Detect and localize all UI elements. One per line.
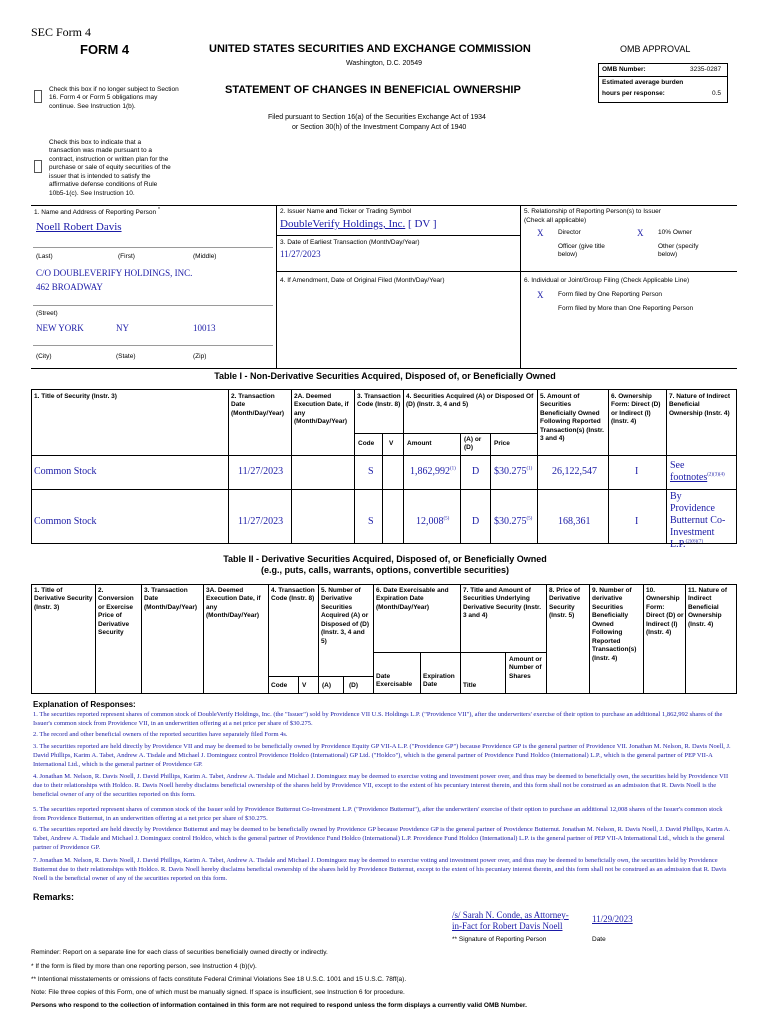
no-longer-subject-text: Check this box if no longer subject to Section 16. Form 4 or Form 5 obligations may continue. See Instruction 1(b). <box>49 86 179 110</box>
omb-burden-label: Estimated average burden <box>602 79 684 86</box>
filed-pursuant-2: or Section 30(h) of the Investment Company Act of 1940 <box>292 124 467 131</box>
t1-r1-form: I <box>635 466 639 477</box>
city-label: (City) <box>36 353 52 360</box>
director-label: Director <box>558 229 581 236</box>
last-label: (Last) <box>36 253 53 260</box>
t2-h-d: (D) <box>349 682 359 689</box>
t1-r2-price: $30.275$^{(5)}$ <box>494 516 533 527</box>
omb-title: OMB APPROVAL <box>620 44 691 54</box>
t2-h-date-ex: Date Exercisable <box>376 673 413 689</box>
t1-r1-title: Common Stock <box>34 466 97 477</box>
signature-label: ** Signature of Reporting Person <box>452 936 547 943</box>
more-person-label: Form filed by More than One Reporting Person <box>558 305 694 312</box>
t2-h-v: V <box>302 682 307 689</box>
form-title: FORM 4 <box>80 42 130 57</box>
footnote-7: 7. Jonathan M. Nelson, R. Davis Noell, J. David Phillips, Karim A. Tabet, Andrew A. Tisdale and Michael J. Dominguez may be deemed to exercise voting and investment power over, and thus may be deemed to beneficially own, the securities held by Providence Butternut due to their relationships with Holdco. R. Davis Noell hereby disclaims beneficial ownership of the shares held by Providence Butternut, except to the extent of his pecuniary interest therein, and this form shall not be construed as an admission that R. Davis Noell is the beneficial owner of any of the securities reported on this form. <box>33 857 727 882</box>
statement-title: STATEMENT OF CHANGES IN BENEFICIAL OWNERSHIP <box>225 84 521 96</box>
t1-h7: 7. Nature of Indirect Beneficial Ownership (Instr. 4) <box>669 393 731 417</box>
t1-r1-date: 11/27/2023 <box>238 466 284 477</box>
ten-pct-owner-label: 10% Owner <box>658 229 692 236</box>
footer-star-1: * If the form is filed by more than one reporting person, see Instruction 4 (b)(v). <box>31 963 257 970</box>
omb-hours-label: hours per response: <box>602 90 665 97</box>
t2-h5: 5. Number of Derivative Securities Acquired (A) or Disposed of (D) (Instr. 3, 4 and 5) <box>321 587 370 645</box>
earliest-date-value: 11/27/2023 <box>280 249 321 259</box>
t1-r2-ad: D <box>472 516 480 527</box>
check-all-label: (Check all applicable) <box>524 217 587 224</box>
issuer-label: 2. Issuer Name and Ticker or Trading Symbol <box>280 208 412 215</box>
omb-number-label: OMB Number: <box>602 66 646 73</box>
t2-h-code: Code <box>271 682 288 689</box>
footnote-5: 5. The securities reported represent shares of common stock of the Issuer sold by Providence Butternut Co-Investment L.P. ("Providence Butternut"), after the underwriters' exercise of their option to purchase an additional 12,008 shares of the Issuer's common stock from Providence Butternut, in an underwritten offering at a net price per share of $30.275. <box>33 806 723 822</box>
t2-h-title: Title <box>463 682 477 689</box>
other-label: Other (specify below) <box>658 243 699 259</box>
footer-star-2: ** Intentional misstatements or omissions of facts constitute Federal Criminal Violations See 18 U.S.C. 1001 and 15 U.S.C. 78ff(a). <box>31 976 407 983</box>
middle-label: (Middle) <box>193 253 217 260</box>
t2-h-exp: Expiration Date <box>423 673 455 689</box>
footnote-3: 3. The securities reported are held directly by Providence VII and may be deemed to be beneficially owned by Providence Equity GP VII-A L.P. ("Providence GP") because Providence GP is the general partner of Providence VII. Jonathan M. Nelson, R. Davis Noell, J. David Phillips, Karim A. Tabet, Andrew A. Tisdale and Michael J. Dominguez control Providence Holdco (International) GP Ltd. ("Holdco"), which is the general partner of Providence Fund Holdco (International) L.P., which is the general partner of PEP VII-A International Ltd., which is the general partner of Providence GP. <box>33 743 731 768</box>
commission-title: UNITED STATES SECURITIES AND EXCHANGE COMMISSION <box>209 43 531 55</box>
rule-10b5-1-text: Check this box to indicate that a transaction was made pursuant to a contract, instruction or written plan for the purchase or sale of equity securities of the issuer that is intended to satisfy the affirmative defense conditions of Rule 10b5-1(c). See Instruction 10. <box>49 139 171 197</box>
t2-h11: 11. Nature of Indirect Beneficial Ownership (Instr. 4) <box>688 587 728 628</box>
state-value: NY <box>116 323 129 333</box>
first-label: (First) <box>118 253 135 260</box>
street-label: (Street) <box>36 310 58 317</box>
t2-h10: 10. Ownership Form: Direct (D) or Indirect (I) (Instr. 4) <box>646 587 684 637</box>
zip-value: 10013 <box>193 323 216 333</box>
ten-pct-owner-mark[interactable]: X <box>637 228 644 238</box>
table1-title: Table I - Non-Derivative Securities Acquired, Disposed of, or Beneficially Owned <box>214 371 556 381</box>
t1-h5: 5. Amount of Securities Beneficially Owned Following Reported Transaction(s) (Instr. 3 and 4) <box>540 393 604 443</box>
t1-h-code: Code <box>358 440 375 447</box>
filed-pursuant-1: Filed pursuant to Section 16(a) of the Securities Exchange Act of 1934 <box>268 114 486 121</box>
t2-h-a: (A) <box>322 682 332 689</box>
explanation-title: Explanation of Responses: <box>33 700 136 709</box>
t2-h4: 4. Transaction Code (Instr. 8) <box>271 587 315 603</box>
signature-date: 11/29/2023 <box>592 914 633 924</box>
issuer-name-ticker: DoubleVerify Holdings, Inc. [ DV ] <box>280 218 437 230</box>
t1-h3: 3. Transaction Code (Instr. 8) <box>357 393 401 409</box>
amendment-label: 4. If Amendment, Date of Original Filed (Month/Day/Year) <box>280 277 445 284</box>
footnote-2: 2. The record and other beneficial owners of the reported securities have separately filed Form 4s. <box>33 731 288 738</box>
filing-label: 6. Individual or Joint/Group Filing (Check Applicable Line) <box>524 277 690 284</box>
sec-form-label: SEC Form 4 <box>31 25 92 39</box>
t1-h1: 1. Title of Security (Instr. 3) <box>34 393 117 400</box>
omb-number-value: 3235-0287 <box>690 66 722 73</box>
t2-h9: 9. Number of derivative Securities Beneficially Owned Following Reported Transaction(s) (Instr. 4) <box>592 587 637 662</box>
address-line-2: 462 BROADWAY <box>36 282 103 292</box>
state-label: (State) <box>116 353 136 360</box>
t1-h6: 6. Ownership Form: Direct (D) or Indirect (I) (Instr. 4) <box>611 393 661 426</box>
t2-h2: 2. Conversion or Exercise Price of Derivative Security <box>98 587 134 637</box>
footnote-1: 1. The securities reported represent shares of common stock of DoubleVerify Holdings, Inc. (the "Issuer") sold by Providence VII U.S. Holdings L.P. ("Providence VII"), after the underwriters' exercise of their option to purchase an additional 1,862,992 shares of the Issuer's common stock from Providence VII, in an underwritten offering at a net price per share of $30.275. <box>33 711 723 727</box>
t2-h3: 3. Transaction Date (Month/Day/Year) <box>144 587 198 611</box>
location: Washington, D.C. 20549 <box>346 60 423 67</box>
t1-r2-date: 11/27/2023 <box>238 516 284 527</box>
relationship-label: 5. Relationship of Reporting Person(s) to Issuer <box>524 208 661 215</box>
one-person-label: Form filed by One Reporting Person <box>558 291 663 298</box>
zip-label: (Zip) <box>193 353 207 360</box>
t1-h-ad: (A) or (D) <box>464 436 482 452</box>
t1-r1-owned: 26,122,547 <box>552 466 597 477</box>
t1-h-price: Price <box>494 440 510 447</box>
t1-h2: 2. Transaction Date (Month/Day/Year) <box>231 393 285 417</box>
t1-h2a: 2A. Deemed Execution Date, if any (Month/Day/Year) <box>294 393 349 426</box>
t1-r2-title: Common Stock <box>34 516 97 527</box>
reporting-person-name[interactable]: Noell Robert Davis <box>36 221 122 233</box>
city-value: NEW YORK <box>36 323 84 333</box>
footnotes-link[interactable]: footnotes <box>670 472 708 483</box>
address-line-1: C/O DOUBLEVERIFY HOLDINGS, INC. <box>36 268 193 278</box>
director-mark[interactable]: X <box>537 228 544 238</box>
issuer-ticker: DV <box>414 218 431 230</box>
t1-r2-owned: 168,361 <box>558 516 591 527</box>
earliest-date-label: 3. Date of Earliest Transaction (Month/Day/Year) <box>280 239 420 246</box>
footnote-6: 6. The securities reported are held directly by Providence Butternut and may be deemed to be beneficially owned by Providence GP because Providence GP is the general partner of Providence Butternut. Jonathan M. Nelson, R. Davis Noell, J. David Phillips, Karim A. Tabet, Andrew A. Tisdale and Michael J. Dominguez control Holdco, which is the general partner of Providence Fund Holdco (International) L.P. Providence Fund Holdco (International) L.P. is the general partner of PEP VII-A International Ltd., which is the general partner of Providence GP. <box>33 826 731 851</box>
reporting-person-label: 1. Name and Address of Reporting Person * <box>34 206 160 216</box>
omb-hours-value: 0.5 <box>712 90 722 97</box>
table2-title: Table II - Derivative Securities Acquired, Disposed of, or Beneficially Owned <box>223 554 547 564</box>
t2-h7: 7. Title and Amount of Securities Underlying Derivative Security (Instr. 3 and 4) <box>463 587 542 620</box>
signature: /s/ Sarah N. Conde, as Attorney- in-Fact for Robert Davis Noell <box>452 910 569 932</box>
t2-h-amount: Amount or Number of Shares <box>509 656 542 680</box>
remarks-title: Remarks: <box>33 892 75 902</box>
t2-h8: 8. Price of Derivative Security (Instr. 5) <box>549 587 581 620</box>
footnote-4: 4. Jonathan M. Nelson, R. Davis Noell, J. David Phillips, Karim A. Tabet, Andrew A. Tisdale and Michael J. Dominguez may be deemed to exercise voting and investment power over, and thus may be deemed to beneficially own, the securities held by Providence VII due to their relationships with Holdco. R. Davis Noell hereby disclaims beneficial ownership of the shares held by Providence VII, except to the extent of his pecuniary interest therein, and this form shall not be construed as an admission that R. Davis Noell is the beneficial owner of any of the securities reported on this form. <box>33 773 729 798</box>
t1-h4: 4. Securities Acquired (A) or Disposed Of (D) (Instr. 3, 4 and 5) <box>406 393 534 409</box>
officer-label: Officer (give title below) <box>558 243 605 259</box>
date-label: Date <box>592 936 606 943</box>
t1-r1-nature: See footnotes$^{(2)(3)(4)}$ <box>670 460 725 483</box>
reminder: Reminder: Report on a separate line for each class of securities beneficially owned directly or indirectly. <box>31 949 328 956</box>
table2-subtitle: (e.g., puts, calls, warrants, options, convertible securities) <box>260 565 510 575</box>
t2-h3a: 3A. Deemed Execution Date, if any (Month/Day/Year) <box>206 587 261 620</box>
t2-h6: 6. Date Exercisable and Expiration Date (Month/Day/Year) <box>376 587 449 611</box>
rule-10b5-1-checkbox[interactable] <box>34 160 42 173</box>
t1-r2-code: S <box>368 516 374 527</box>
t1-r2-form: I <box>635 516 639 527</box>
t1-r2-amount: 12,008$^{(5)}$ <box>416 516 450 527</box>
t1-r1-ad: D <box>472 466 480 477</box>
t1-h-amount: Amount <box>407 440 432 447</box>
t1-h-v: V <box>389 440 394 447</box>
t1-r1-amount: 1,862,992$^{(1)}$ <box>410 466 456 477</box>
no-longer-subject-checkbox[interactable] <box>34 90 42 103</box>
t1-r1-price: $30.275$^{(1)}$ <box>494 466 533 477</box>
t2-h1: 1. Title of Derivative Security (Instr. 3) <box>34 587 93 611</box>
t1-r1-code: S <box>368 466 374 477</box>
issuer-name-link[interactable]: DoubleVerify Holdings, Inc. <box>280 218 406 230</box>
one-person-mark[interactable]: X <box>537 290 544 300</box>
reporting-top-border <box>31 205 737 206</box>
t1-r2-nature: By Providence Butternut Co- Investment L.P.$^{(2)(6)(7)}$ <box>670 491 726 550</box>
footer-note: Note: File three copies of this Form, one of which must be manually signed. If space is insufficient, see Instruction 6 for procedure. <box>31 989 405 996</box>
footer-persons: Persons who respond to the collection of information contained in this form are not required to respond unless the form displays a currently valid OMB Number. <box>31 1002 527 1009</box>
